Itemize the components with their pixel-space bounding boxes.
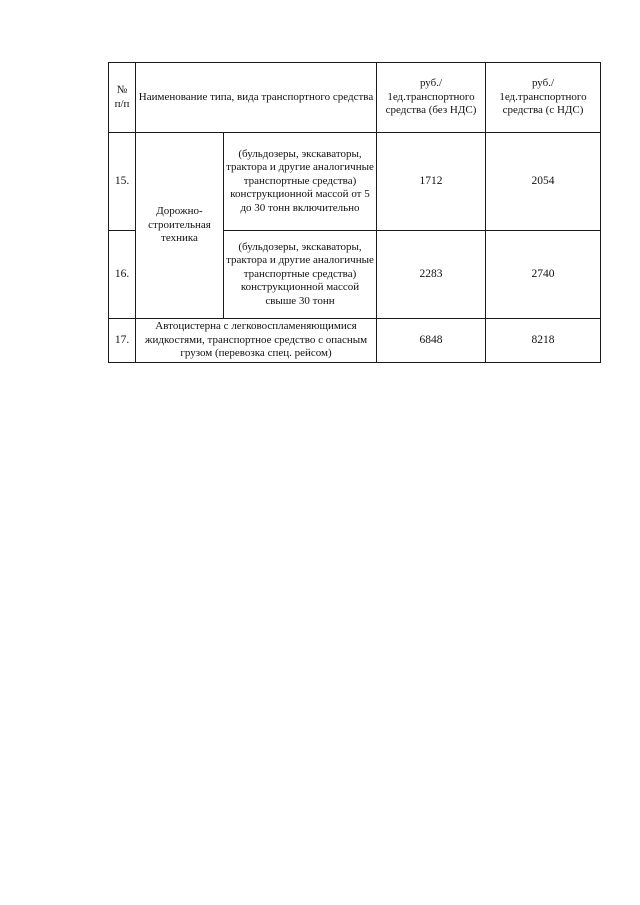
row-description: Автоцистерна с легковоспламеняющимися жидкостями, транспортное средство с опасным грузом (перевозка спец. рейсом)	[136, 319, 377, 363]
table-row	[109, 319, 601, 363]
row-price-with-vat: 2054	[486, 133, 601, 231]
table-row	[109, 133, 601, 231]
row-number: 17.	[109, 319, 136, 363]
header-name: Наименование типа, вида транспортного средства	[136, 63, 377, 133]
tariff-table	[108, 62, 601, 363]
row-number: 15.	[109, 133, 136, 231]
row-category: Дорожно- строительная техника	[136, 133, 224, 319]
header-price-with-vat: руб./ 1ед.транспортного средства (с НДС)	[486, 63, 601, 133]
row-price-with-vat: 8218	[486, 319, 601, 363]
header-number: № п/п	[109, 63, 136, 133]
table-header-row	[109, 63, 601, 133]
row-price-without-vat: 6848	[377, 319, 486, 363]
row-price-without-vat: 1712	[377, 133, 486, 231]
row-description: (бульдозеры, экскаваторы, трактора и другие аналогичные транспортные средства) конструкционной массой от 5 до 30 тонн включительно	[224, 133, 377, 231]
header-price-without-vat: руб./ 1ед.транспортного средства (без НДС)	[377, 63, 486, 133]
row-description: (бульдозеры, экскаваторы, трактора и другие аналогичные транспортные средства) конструкционной массой свыше 30 тонн	[224, 231, 377, 319]
row-price-without-vat: 2283	[377, 231, 486, 319]
row-number: 16.	[109, 231, 136, 319]
row-price-with-vat: 2740	[486, 231, 601, 319]
